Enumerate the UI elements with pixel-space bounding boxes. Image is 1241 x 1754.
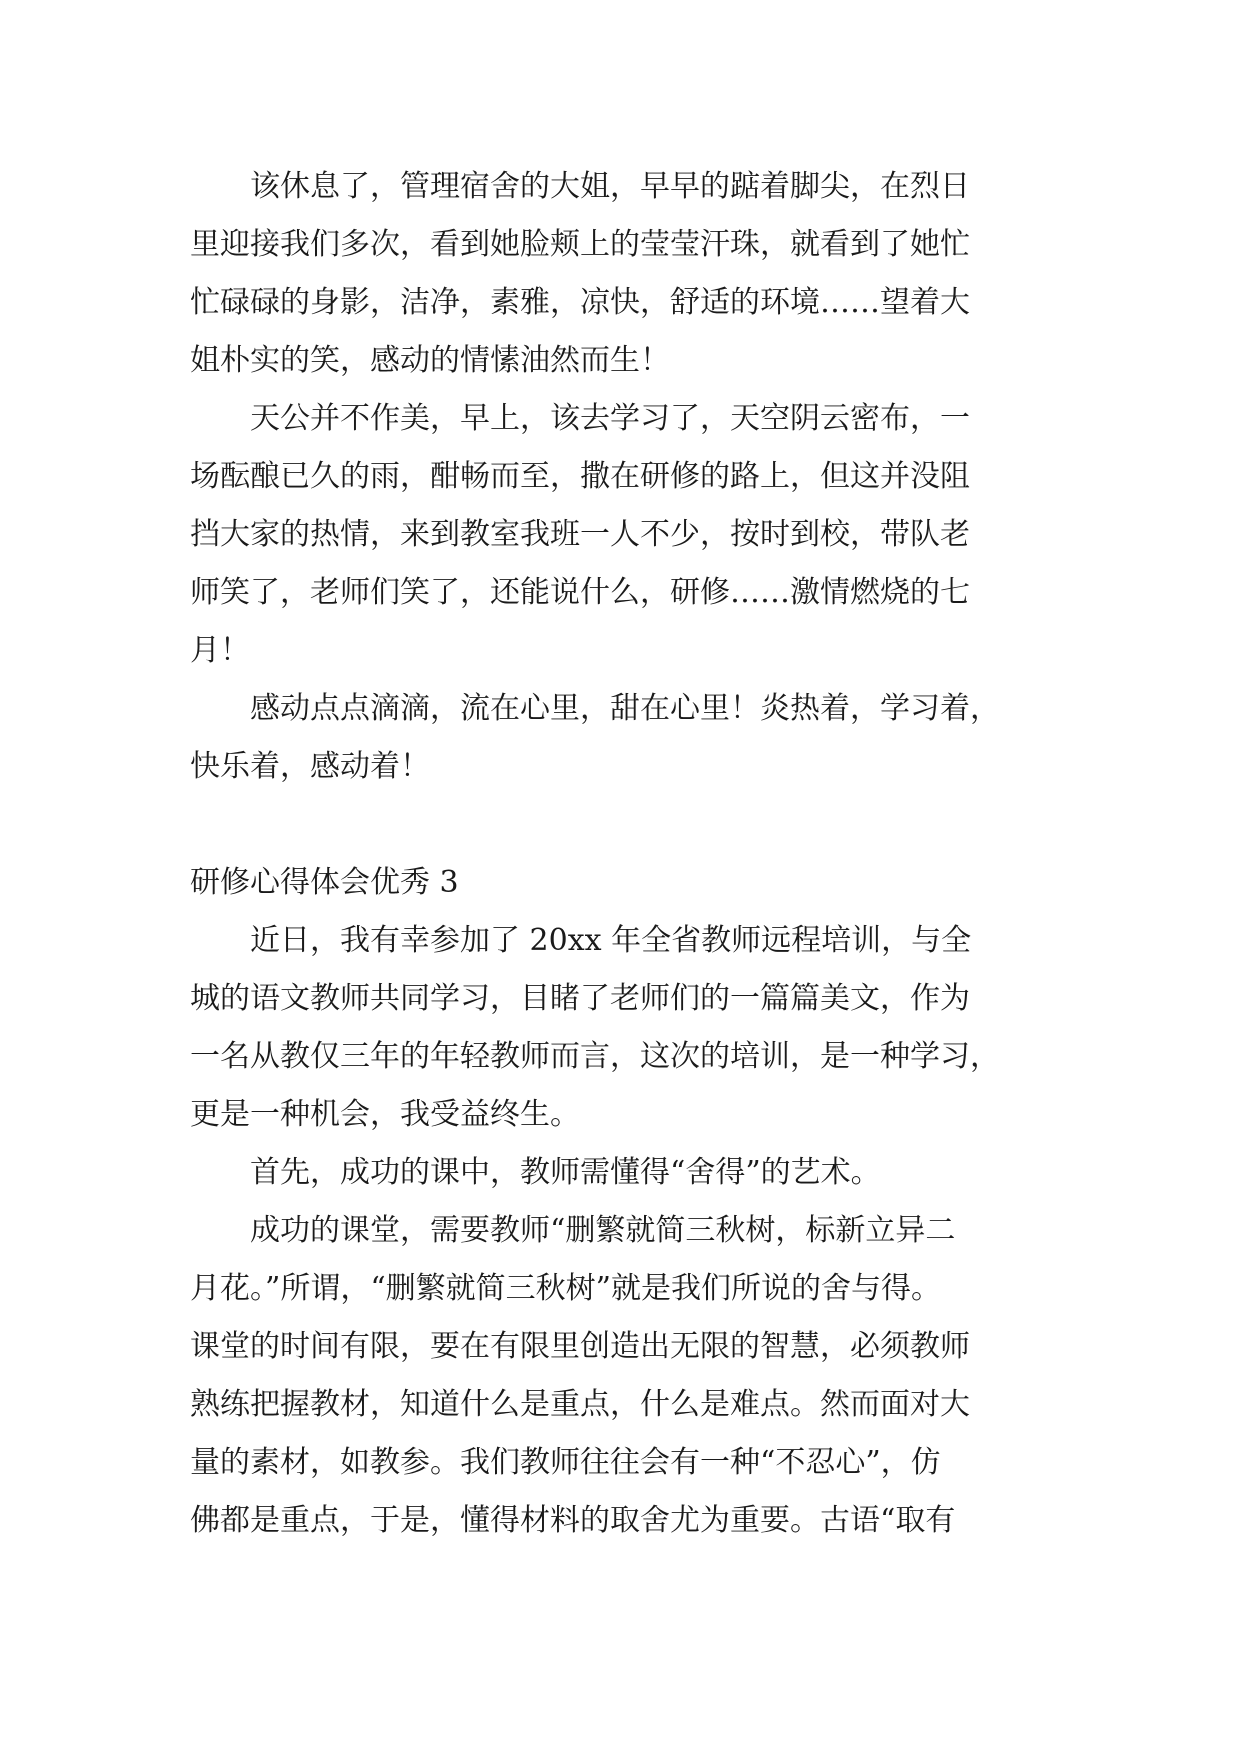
body-paragraph (190, 1144, 1060, 1202)
body-paragraph (190, 912, 1060, 1144)
paragraph-line: 课堂的时间有限，要在有限里创造出无限的智慧，必须教师 (190, 1329, 970, 1364)
section-spacer (190, 796, 1060, 854)
paragraph-line: 更是一种机会，我受益终生。 (190, 1097, 580, 1132)
document-body (190, 158, 1060, 1550)
paragraph-line: 姐朴实的笑，感动的情愫油然而生！ (190, 343, 670, 378)
body-paragraph (190, 680, 1060, 796)
body-paragraph (190, 158, 1060, 390)
paragraph-line: 成功的课堂，需要教师“删繁就简三秋树，标新立异二 (190, 1213, 956, 1248)
document-section (190, 796, 1060, 1550)
paragraph-line: 近日，我有幸参加了 20xx 年全省教师远程培训，与全 (190, 923, 972, 958)
paragraph-line: 佛都是重点，于是，懂得材料的取舍尤为重要。古语“取有 (190, 1503, 956, 1538)
paragraph-line: 量的素材，如教参。我们教师往往会有一种“不忍心”，仿 (190, 1445, 941, 1480)
paragraph-line: 天公并不作美，早上，该去学习了，天空阴云密布，一 (190, 401, 970, 436)
section-heading: 研修心得体会优秀 3 (190, 865, 459, 900)
paragraph-line: 该休息了，管理宿舍的大姐，早早的踮着脚尖，在烈日 (190, 169, 970, 204)
paragraph-line: 场酝酿已久的雨，酣畅而至，撒在研修的路上，但这并没阻 (190, 459, 970, 494)
paragraph-line: 感动点点滴滴，流在心里，甜在心里！炎热着，学习着， (190, 691, 1000, 726)
paragraph-line: 快乐着，感动着！ (190, 749, 430, 784)
paragraph-line: 忙碌碌的身影，洁净，素雅，凉快，舒适的环境……望着大 (190, 285, 970, 320)
body-paragraph (190, 390, 1060, 680)
paragraph-line: 一名从教仅三年的年轻教师而言，这次的培训，是一种学习， (190, 1039, 1000, 1074)
paragraph-line: 师笑了，老师们笑了，还能说什么，研修……激情燃烧的七 (190, 575, 970, 610)
paragraph-line: 月！ (190, 633, 250, 668)
paragraph-line: 首先，成功的课中，教师需懂得“舍得”的艺术。 (190, 1155, 881, 1190)
paragraph-line: 熟练把握教材，知道什么是重点，什么是难点。然而面对大 (190, 1387, 970, 1422)
paragraph-line: 城的语文教师共同学习，目睹了老师们的一篇篇美文，作为 (190, 981, 970, 1016)
document-section (190, 158, 1060, 796)
paragraph-line: 挡大家的热情，来到教室我班一人不少，按时到校，带队老 (190, 517, 970, 552)
paragraph-line: 月花。”所谓，“删繁就简三秋树”就是我们所说的舍与得。 (190, 1271, 942, 1306)
paragraph-line: 里迎接我们多次，看到她脸颊上的莹莹汗珠，就看到了她忙 (190, 227, 970, 262)
body-paragraph (190, 1202, 1060, 1550)
